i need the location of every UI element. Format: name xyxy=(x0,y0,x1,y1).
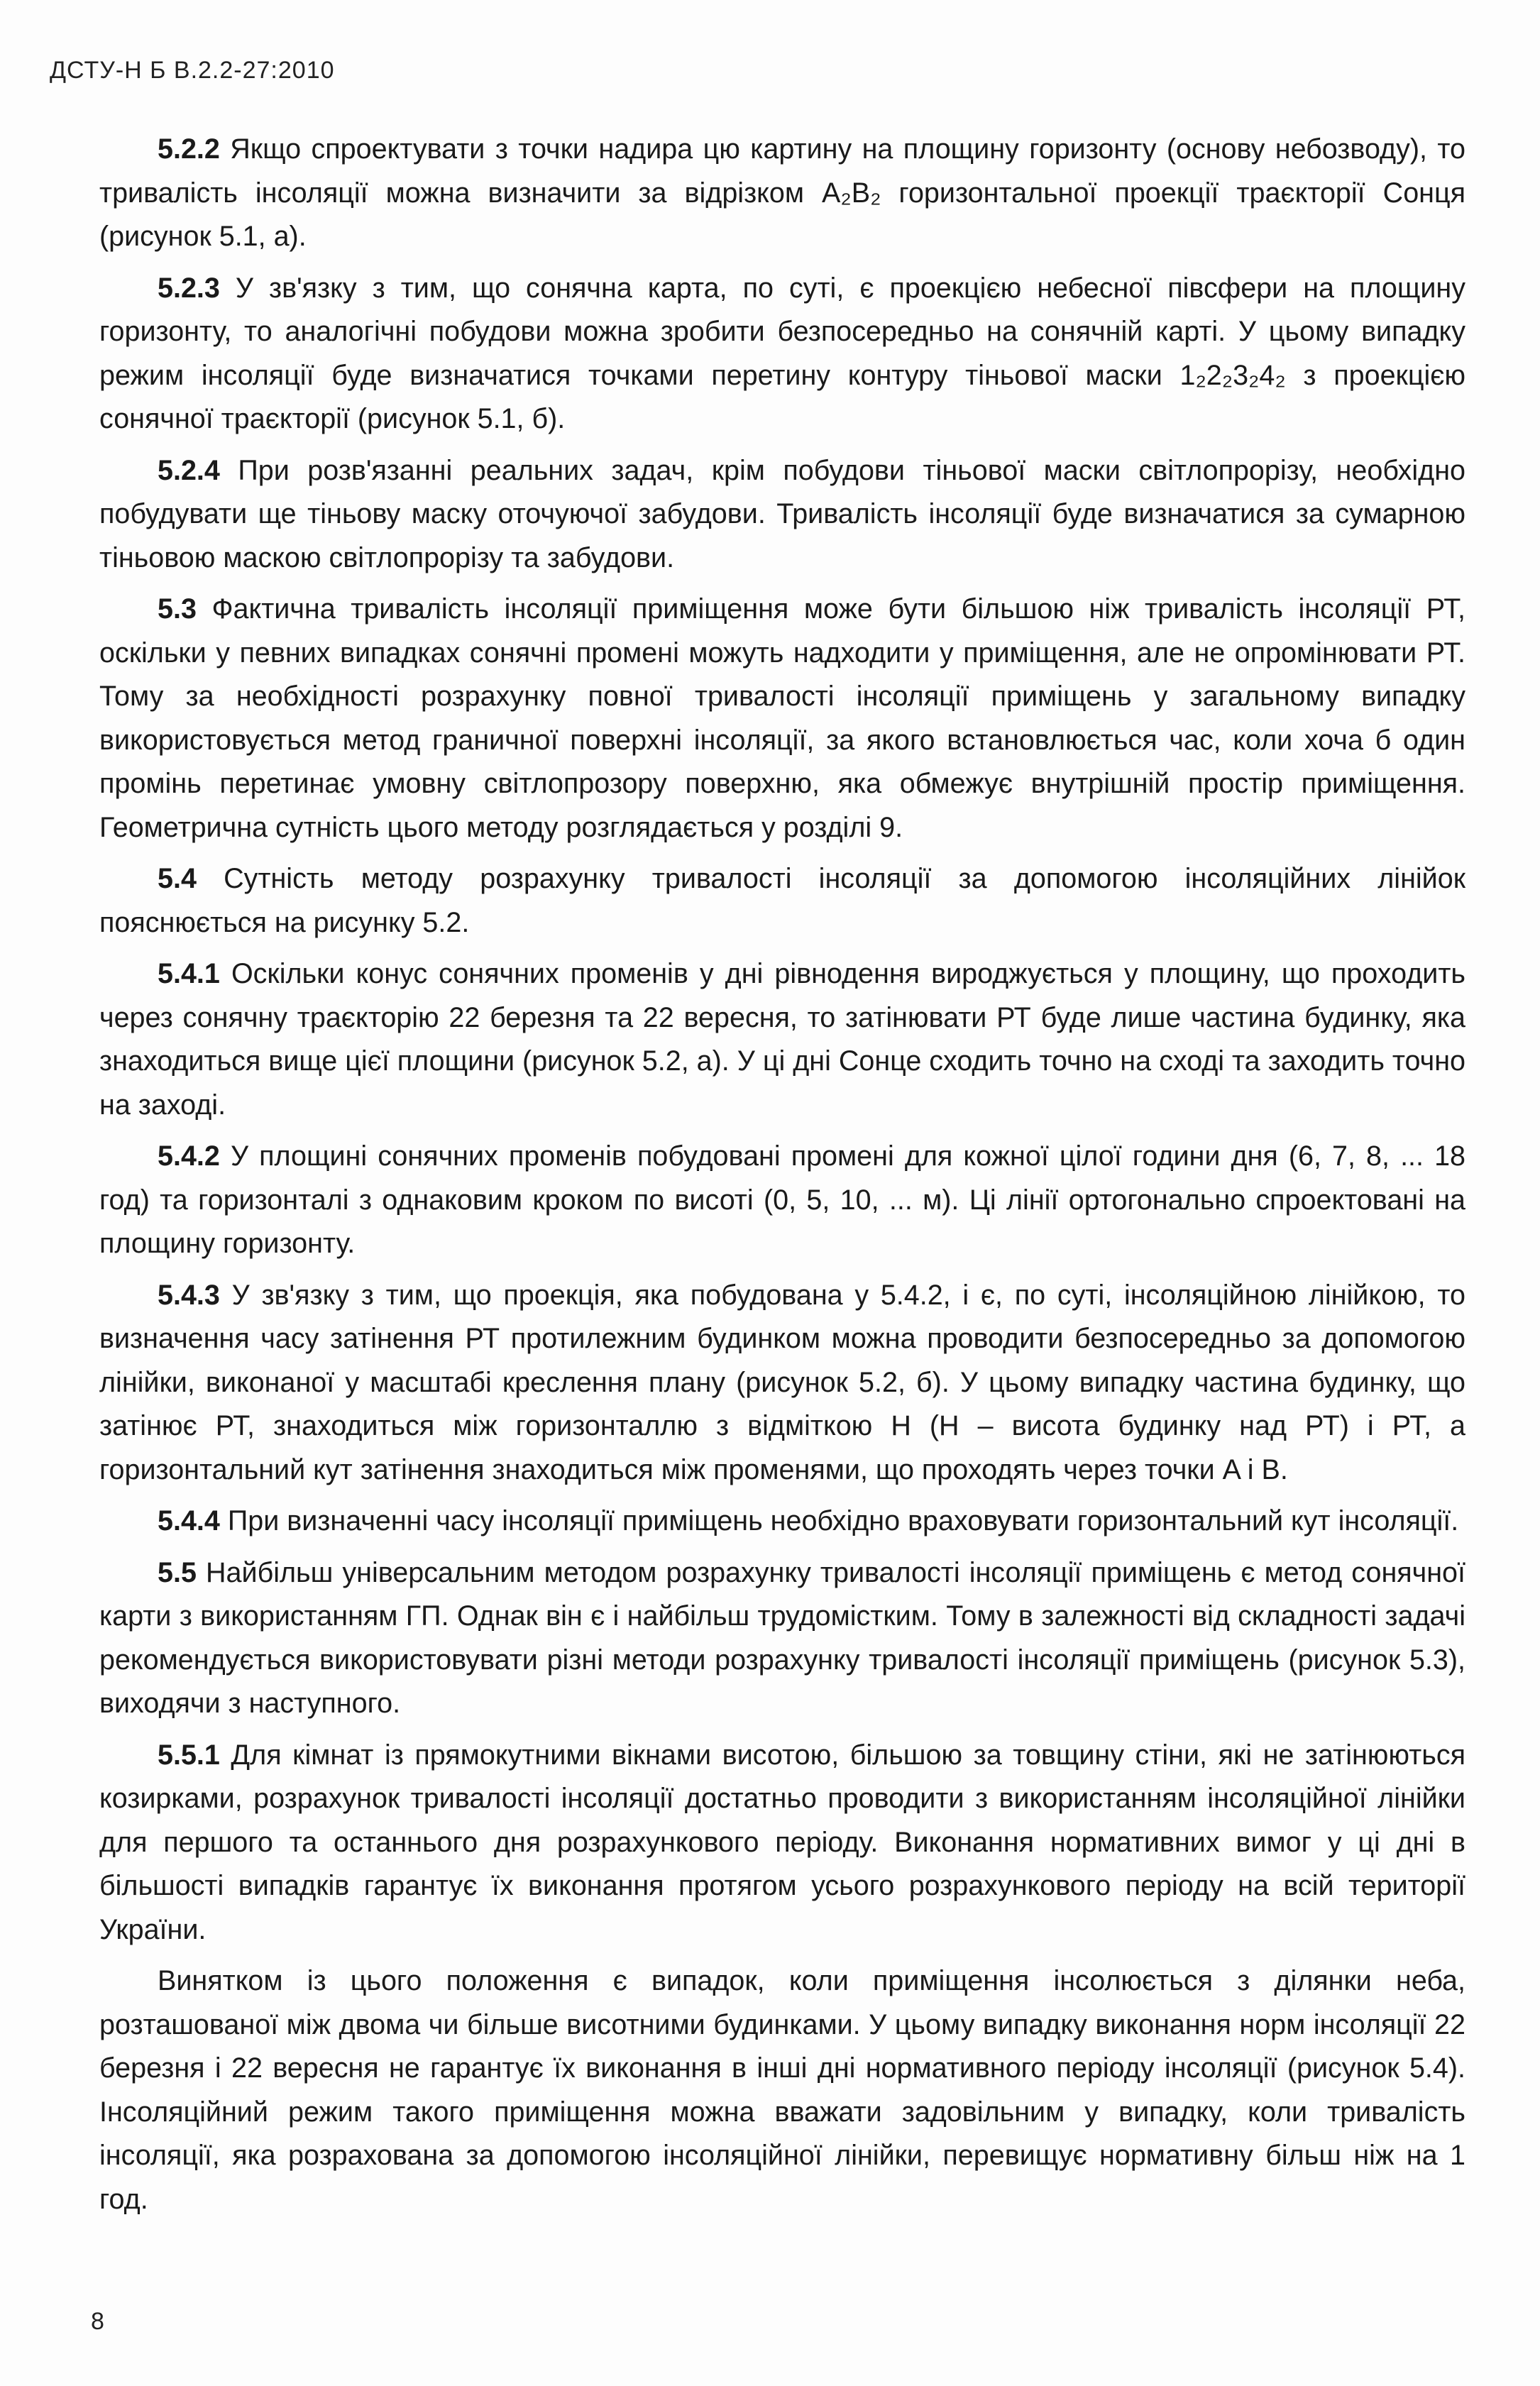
paragraph-text: У зв'язку з тим, що сонячна карта, по суті, є проекцією небесної півсфери на площину горизонту, то аналогічні побудови можна зробити безпосередньо на сонячній карті. У цьому випадку режим інсоляції буде визначатися точками перетину контуру тіньової маски 1₂2₂3₂4₂ з проекцією сонячної траєкторії (рисунок 5.1, б). xyxy=(99,272,1465,434)
clause-number: 5.5 xyxy=(158,1556,197,1588)
clause-number: 5.2.3 xyxy=(158,272,220,304)
clause-number: 5.4.4 xyxy=(158,1505,220,1536)
clause-number: 5.5.1 xyxy=(158,1739,220,1771)
paragraph-text: Оскільки конус сонячних променів у дні рівнодення вироджується у площину, що проходить через сонячну траєкторію 22 березня та 22 вересня, то затінювати РТ буде лише частина будинку, яка знаходиться вище цієї площини (рисунок 5.2, а). У ці дні Сонце сходить точно на сході та заходить точно на заході. xyxy=(99,958,1465,1121)
paragraph-text: Сутність методу розрахунку тривалості інсоляції за допомогою інсоляційних лінійок пояснюється на рисунку 5.2. xyxy=(99,863,1465,938)
paragraph-text: Найбільш універсальним методом розрахунку тривалості інсоляції приміщень є метод сонячної карти з використанням ГП. Однак він є і найбільш трудомістким. Тому в залежності від складності задачі рекомендується використовувати різні методи розрахунку тривалості інсоляції приміщень (рисунок 5.3), виходячи з наступного. xyxy=(99,1556,1465,1719)
paragraph-text: Якщо спроектувати з точки надира цю картину на площину горизонту (основу небозводу), то тривалість інсоляції можна визначити за відрізком A₂B₂ горизонтальної проекції траєкторії Сонця (рисунок 5.1, а). xyxy=(99,133,1465,252)
paragraph-5-4-3 xyxy=(99,1274,1465,1492)
paragraph-5-4-2 xyxy=(99,1135,1465,1266)
clause-number: 5.4.3 xyxy=(158,1279,220,1311)
paragraph-5-2-2 xyxy=(99,128,1465,259)
paragraph-text: При розв'язанні реальних задач, крім побудови тіньової маски світлопрорізу, необхідно побудувати ще тіньову маску оточуючої забудови. Тривалість інсоляції буде визначатися за сумарною тіньовою маскою світлопрорізу та забудови. xyxy=(99,454,1465,573)
paragraph-text: Винятком із цього положення є випадок, коли приміщення інсолюється з ділянки неба, розташованої між двома чи більше висотними будинками. У цьому випадку виконання норм інсоляції 22 березня і 22 вересня не гарантує їх виконання в інші дні нормативного періоду інсоляції (рисунок 5.4). Інсоляційний режим такого приміщення можна вважати задовільним у випадку, коли тривалість інсоляції, яка розрахована за допомогою інсоляційної лінійки, перевищує нормативну більш ніж на 1 год. xyxy=(99,1965,1465,2215)
paragraph-exception xyxy=(99,1959,1465,2221)
clause-number: 5.4.2 xyxy=(158,1140,220,1172)
document-body xyxy=(99,128,1465,2229)
paragraph-5-5 xyxy=(99,1551,1465,1726)
paragraph-5-2-4 xyxy=(99,449,1465,581)
clause-number: 5.3 xyxy=(158,593,197,625)
paragraph-5-2-3 xyxy=(99,267,1465,441)
paragraph-text: Для кімнат із прямокутними вікнами висотою, більшою за товщину стіни, які не затінюються козирками, розрахунок тривалості інсоляції достатньо проводити з використанням інсоляційної лінійки для першого та останнього дня розрахункового періоду. Виконання нормативних вимог у ці дні в більшості випадків гарантує їх виконання протягом усього розрахункового періоду на всій території України. xyxy=(99,1739,1465,1945)
paragraph-text: При визначенні часу інсоляції приміщень необхідно враховувати горизонтальний кут інсоляції. xyxy=(227,1505,1459,1536)
paragraph-5-4-4 xyxy=(99,1500,1465,1544)
paragraph-5-3 xyxy=(99,588,1465,850)
paragraph-5-4-1 xyxy=(99,952,1465,1127)
paragraph-text: У зв'язку з тим, що проекція, яка побудована у 5.4.2, і є, по суті, інсоляційною лінійкою, то визначення часу затінення РТ протилежним будинком можна проводити безпосередньо за допомогою лінійки, виконаної у масштабі креслення плану (рисунок 5.2, б). У цьому випадку частина будинку, що затінює РТ, знаходиться між горизонталлю з відміткою H (H – висота будинку над РТ) і РТ, а горизонтальний кут затінення знаходиться між променями, що проходять через точки A і B. xyxy=(99,1279,1465,1485)
paragraph-5-4 xyxy=(99,857,1465,945)
paragraph-text: У площині сонячних променів побудовані промені для кожної цілої години дня (6, 7, 8, ... 18 год) та горизонталі з однаковим кроком по висоті (0, 5, 10, ... м). Ці лінії ортогонально спроектовані на площину горизонту. xyxy=(99,1140,1466,1259)
clause-number: 5.4 xyxy=(158,863,197,894)
clause-number: 5.2.2 xyxy=(158,133,220,165)
clause-number: 5.2.4 xyxy=(158,454,220,486)
document-code-header: ДСТУ-Н Б В.2.2-27:2010 xyxy=(50,57,335,84)
clause-number: 5.4.1 xyxy=(158,958,220,989)
paragraph-text: Фактична тривалість інсоляції приміщення може бути більшою ніж тривалість інсоляції РТ, оскільки у певних випадках сонячні промені можуть надходити у приміщення, але не опромінювати РТ. Тому за необхідності розрахунку повної тривалості інсоляції приміщень у загальному випадку використовується метод граничної поверхні інсоляції, за якого встановлюється час, коли хоча б один промінь перетинає умовну світлопрозору поверхню, яка обмежує внутрішній простір приміщення. Геометрична сутність цього методу розглядається у розділі 9. xyxy=(99,593,1465,843)
page-number: 8 xyxy=(91,2308,104,2335)
paragraph-5-5-1 xyxy=(99,1734,1465,1952)
